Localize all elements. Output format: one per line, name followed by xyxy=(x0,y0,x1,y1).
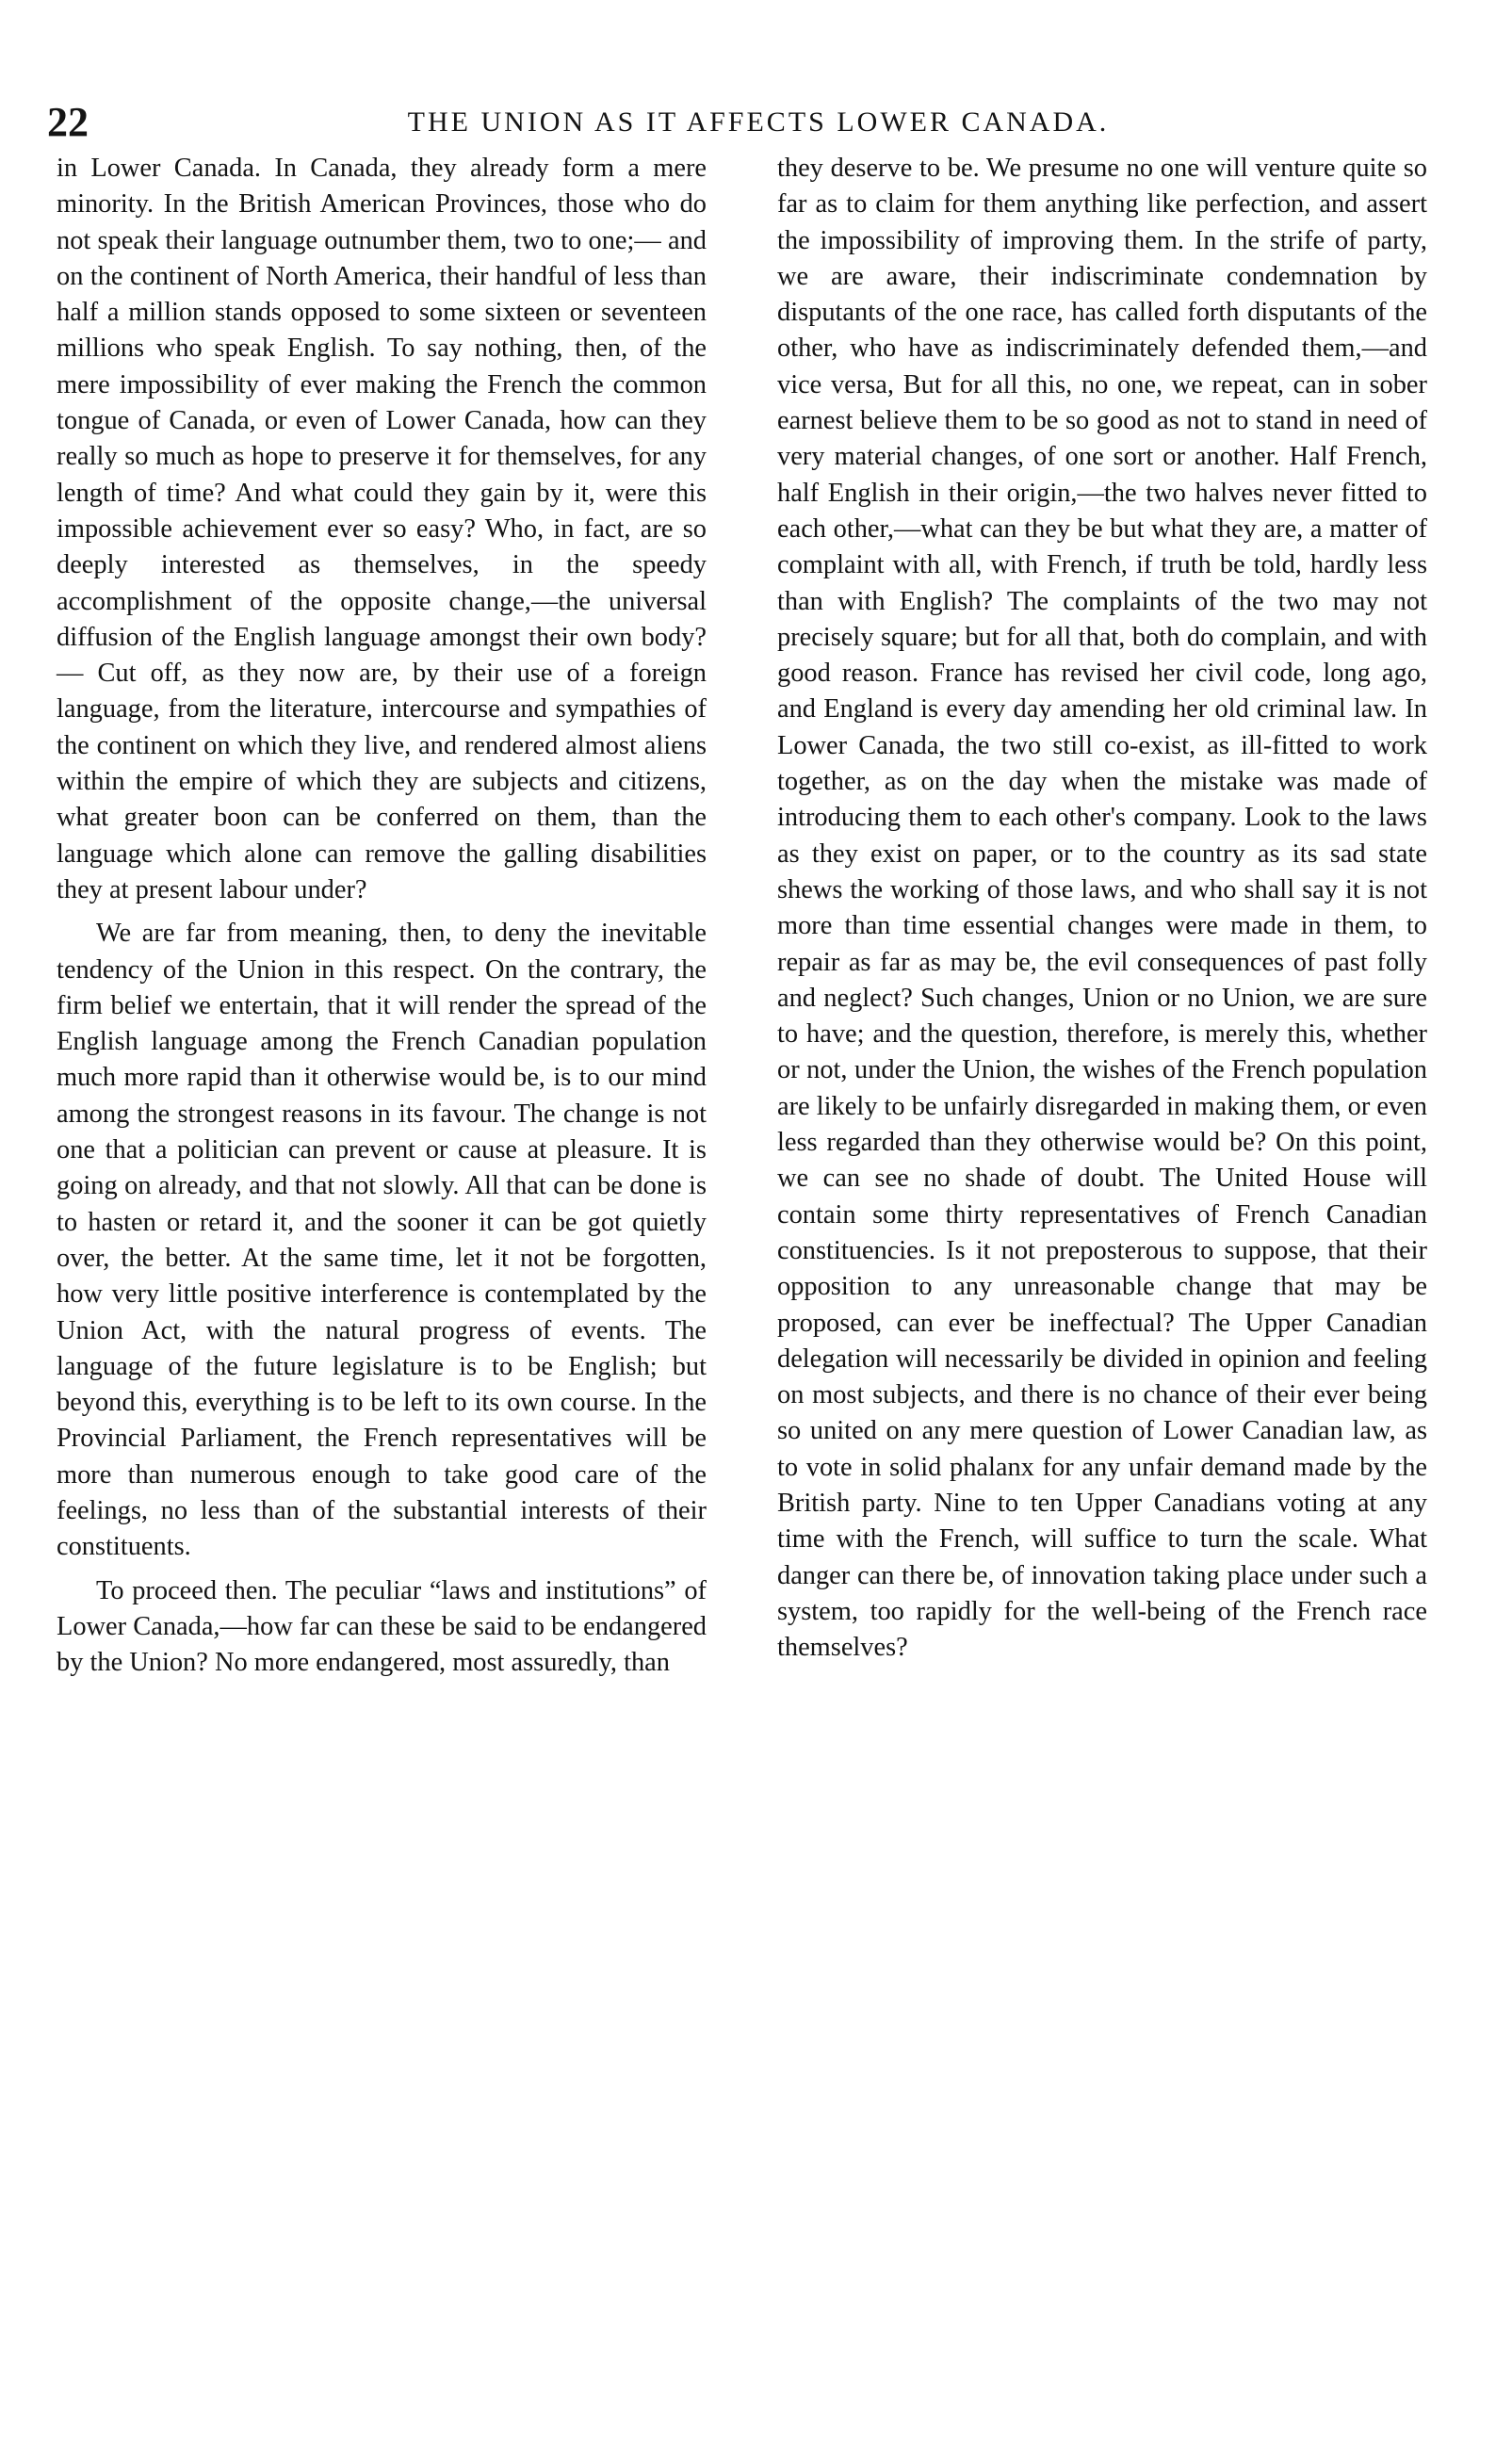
paragraph: To proceed then. The peculiar “laws and institutions” of Lower Canada,—how far can these be said to be endangered by the Union? No more endangered, most assuredly, than xyxy=(57,1575,707,1678)
page-header xyxy=(47,94,1413,151)
right-column xyxy=(777,151,1427,1666)
paragraph: they deserve to be. We presume no one will venture quite so far as to claim for them anything like perfection, and assert the impossibility of improving them. In the strife of party, we are aware, their indiscriminate condemnation by disputants of the one race, has called forth disputants of the other, who have as indiscriminately defended them,—and vice versa, But for all this, no one, we repeat, can in sober earnest believe them to be so good as not to stand in need of very material changes, of one sort or another. Half French, half English in their origin,—the two halves never fitted to each other,—what can they be but what they are, a matter of complaint with all, with French, if truth be told, hardly less than with English? The complaints of the two may not precisely square; but for all that, both do complain, and with good reason. France has revised her civil code, long ago, and England is every day amending her old criminal law. In Lower Canada, the two still co-exist, as ill-fitted to work together, as on the day when the mistake was made of introducing them to each other's company. Look to the laws as they exist on paper, or to the country as its sad state shews the working of those laws, and who shall say it is not more than time essential changes were made in them, to repair as far as may be, the evil consequences of past folly and neglect? Such changes, Union or no Union, we are sure to have; and the question, therefore, is merely this, whether or not, under the Union, the wishes of the French population are likely to be unfairly disregarded in making them, or even less regarded than they otherwise would be? On this point, we can see no shade of doubt. The United House will contain some thirty representatives of French Canadian constituencies. Is it not preposterous to suppose, that their opposition to any unreasonable change that may be proposed, can ever be ineffectual? The Upper Canadian delegation will necessarily be divided in opinion and feeling on most subjects, and there is no chance of their ever being so united on any mere question of Lower Canadian law, as to vote in solid phalanx for any unfair demand made by the British party. Nine to ten Upper Canadians voting at any time with the French, will suffice to turn the scale. What danger can there be, of innovation taking place under such a system, too rapidly for the well-being of the French race themselves? xyxy=(777,154,1427,1663)
running-head: THE UNION AS IT AFFECTS LOWER CANADA. xyxy=(407,106,1110,138)
paragraph: We are far from meaning, then, to deny the inevitable tendency of the Union in this respect. On the contrary, the firm belief we entertain, that it will render the spread of the English language among the French Canadian population much more rapid than it otherwise would be, is to our mind among the strongest reasons in its favour. The change is not one that a politician can prevent or cause at pleasure. It is going on already, and that not slowly. All that can be done is to hasten or retard it, and the sooner it can be got quietly over, the better. At the same time, let it not be forgotten, how very little positive interference is contemplated by the Union Act, with the natural progress of events. The language of the future legislature is to be English; but beyond this, everything is to be left to its own course. In the Provincial Parliament, the French representatives will be more than numerous enough to take good care of the feelings, no less than of the substantial interests of their constituents. xyxy=(57,919,707,1562)
left-column xyxy=(57,151,707,1681)
page-number: 22 xyxy=(47,99,89,145)
paragraph: in Lower Canada. In Canada, they already form a mere minority. In the British American Provinces, those who do not speak their language outnumber them, two to one;— and on the continent of North America, their handful of less than half a million stands opposed to some sixteen or seventeen millions who speak English. To say nothing, then, of the mere impossibility of ever making the French the common tongue of Canada, or even of Lower Canada, how can they really so much as hope to preserve it for themselves, for any length of time? And what could they gain by it, were this impossible achievement ever so easy? Who, in fact, are so deeply interested as themselves, in the speedy accomplishment of the opposite change,—the universal diffusion of the English language amongst their own body?— Cut off, as they now are, by their use of a foreign language, from the literature, intercourse and sympathies of the continent on which they live, and rendered almost aliens within the empire of which they are subjects and citizens, what greater boon can be conferred on them, than the language which alone can remove the galling disabilities they at present labour under? xyxy=(57,154,707,904)
